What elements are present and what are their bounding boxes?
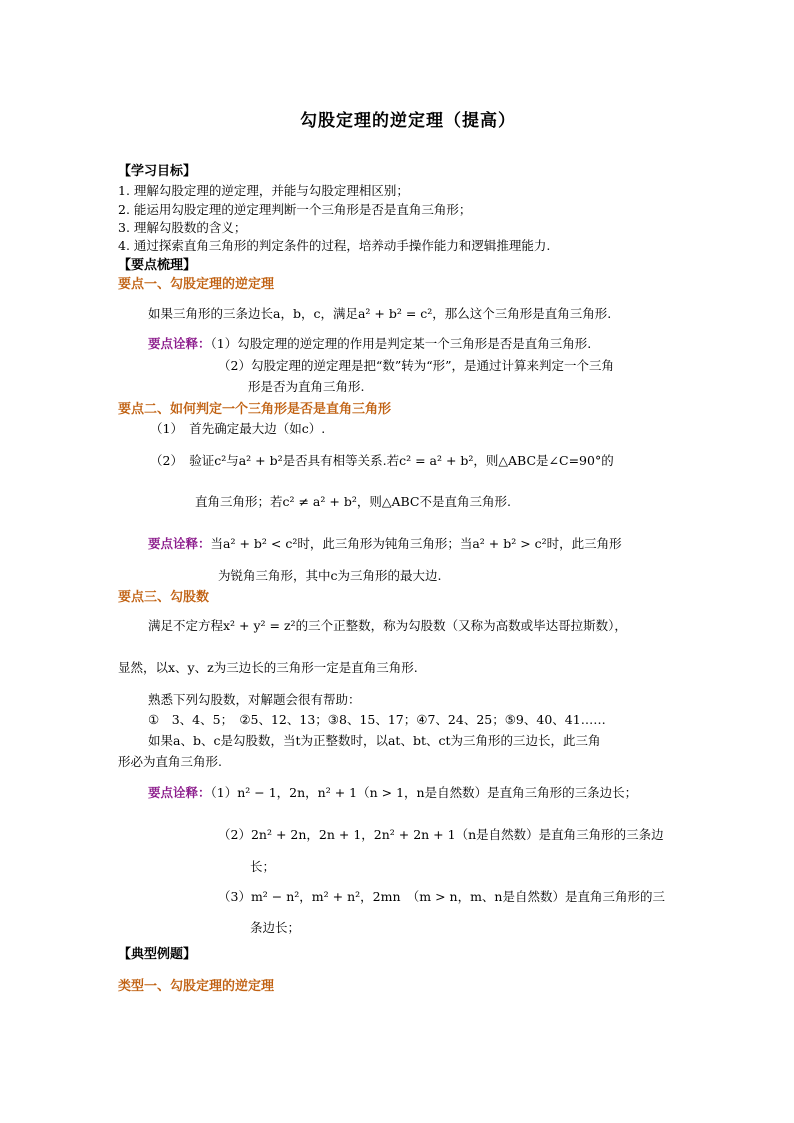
point3-title: 要点三、勾股数 <box>118 590 210 605</box>
note-label: 要点诠释： <box>148 785 211 800</box>
point1-text: 如果三角形的三条边长a，b，c，满足a² + b² = c²，那么这个三角形是直角三角形. <box>148 306 612 321</box>
point3-text3: 熟悉下列勾股数，对解题会很有帮助： <box>148 692 361 707</box>
point1-title: 要点一、勾股定理的逆定理 <box>118 277 275 292</box>
point3-note1 <box>148 783 637 801</box>
point2-title: 要点二、如何判定一个三角形是否是直角三角形 <box>118 402 392 417</box>
objective-item: 3. 理解勾股数的含义； <box>118 220 247 235</box>
note-label: 要点诠释： <box>148 536 211 551</box>
point1-note1 <box>148 334 591 352</box>
note-text: （1）n² − 1，2n，n² + 1（n > 1，n是自然数）是直角三角形的三条边长； <box>210 785 638 800</box>
point1-note2b: 形是否为直角三角形. <box>248 379 365 394</box>
point2-step2a: （2） 验证c²与a² + b²是否具有相等关系.若c² = a² + b²，则△ABC是∠C=90°的 <box>150 453 614 468</box>
examples-heading: 【典型例题】 <box>118 947 197 962</box>
point3-note2a: （2）2n² + 2n，2n + 1，2n² + 2n + 1（n是自然数）是直角三角形的三条边 <box>218 827 664 842</box>
point1-note2a: （2）勾股定理的逆定理是把“数”转为“形”，是通过计算来判定一个三角 <box>218 358 615 373</box>
note-label: 要点诠释： <box>148 336 211 351</box>
review-heading: 【要点梳理】 <box>118 258 197 273</box>
point2-step1: （1） 首先确定最大边（如c）. <box>150 421 326 436</box>
point3-text1: 满足不定方程x² + y² = z²的三个正整数，称为勾股数（又称为高数或毕达哥拉斯数）， <box>148 618 627 633</box>
objective-item: 2. 能运用勾股定理的逆定理判断一个三角形是否是直角三角形； <box>118 202 472 217</box>
point3-note2b: 长； <box>250 859 276 874</box>
objectives-heading: 【学习目标】 <box>118 164 197 179</box>
objective-item: 4. 通过探索直角三角形的判定条件的过程，培养动手操作能力和逻辑推理能力. <box>118 238 551 253</box>
page-title: 勾股定理的逆定理（提高） <box>300 111 516 131</box>
point3-note3a: （3）m² − n²，m² + n²，2mn （m > n，m、n是自然数）是直角三角形的三 <box>218 889 665 904</box>
point2-note-b: 为锐角三角形，其中c为三角形的最大边. <box>218 568 442 583</box>
note-text: 当a² + b² < c²时，此三角形为钝角三角形；当a² + b² > c²时，此三角形 <box>210 536 622 551</box>
point3-text5: 如果a、b、c是勾股数，当t为正整数时，以at、bt、ct为三角形的三边长，此三角 <box>148 733 601 748</box>
point3-note3b: 条边长； <box>250 920 301 935</box>
example-type1-title: 类型一、勾股定理的逆定理 <box>118 979 275 994</box>
note-text: （1）勾股定理的逆定理的作用是判定某一个三角形是否是直角三角形. <box>210 336 592 351</box>
point2-step2b: 直角三角形；若c² ≠ a² + b²，则△ABC不是直角三角形. <box>195 494 511 509</box>
point3-text2: 显然，以x、y、z为三边长的三角形一定是直角三角形. <box>118 660 418 675</box>
objective-item: 1. 理解勾股定理的逆定理，并能与勾股定理相区别； <box>118 183 409 198</box>
point3-text4: ① 3、4、5； ②5、12、13；③8、15、17；④7、24、25；⑤9、40、41…… <box>148 712 606 727</box>
point3-text6: 形必为直角三角形. <box>118 754 222 769</box>
point2-note <box>148 534 622 552</box>
